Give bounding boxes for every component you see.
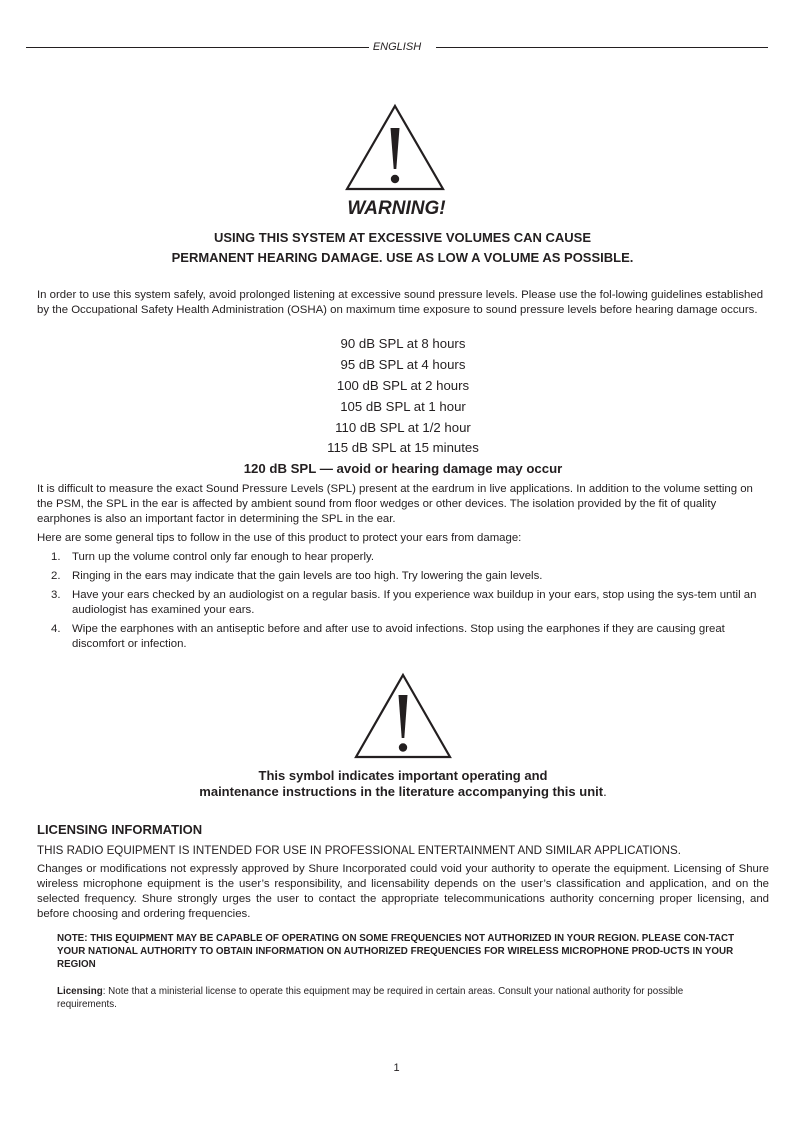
warning-triangle-icon bbox=[344, 103, 446, 192]
warning-headline-1: USING THIS SYSTEM AT EXCESSIVE VOLUMES CAN CAUSE bbox=[213, 230, 592, 245]
symbol-note-line-2: maintenance instructions in the literature accompanying this unit. bbox=[199, 784, 607, 799]
license-note: Licensing: Note that a ministerial license to operate this equipment may be required in certain areas. Consult your national authority for possible requirements. bbox=[57, 986, 684, 1010]
intro-paragraph: In order to use this system safely, avoid prolonged listening at excessive sound pressure levels. Please use the fol-lowing guidelines established by the Occupational Safety Health Administration (OSHA) on maximum time exposure to sound pressure levels before hearing damage occurs. bbox=[37, 289, 764, 316]
spl-level-item: 105 dB SPL at 1 hour bbox=[340, 399, 466, 414]
warning-headline-2: PERMANENT HEARING DAMAGE. USE AS LOW A VOLUME AS POSSIBLE. bbox=[171, 250, 634, 265]
list-item: 4. Wipe the earphones with an antiseptic before and after use to avoid infections. Stop using the earphones if they are causing great discomfort or infection. bbox=[51, 623, 725, 650]
tips-intro: Here are some general tips to follow in the use of this product to protect your ears from damage: bbox=[37, 532, 522, 544]
frequency-note: NOTE: THIS EQUIPMENT MAY BE CAPABLE OF OPERATING ON SOME FREQUENCIES NOT AUTHORIZED IN YOUR REGION. PLEASE CON-TACT YOUR NATIONAL AUTHORITY TO OBTAIN INFORMATION ON AUTHORIZED FREQUENCIES FOR WIRELESS MICROPHONE PROD-UCTS IN YOUR REGION bbox=[57, 933, 735, 970]
spl-level-item: 95 dB SPL at 4 hours bbox=[340, 357, 466, 372]
page-number: 1 bbox=[393, 1062, 400, 1074]
header-language: ENGLISH bbox=[26, 40, 768, 54]
measure-paragraph: It is difficult to measure the exact Sound Pressure Levels (SPL) present at the eardrum in live applications. In addition to the volume setting on the PSM, the SPL in the ear is affected by ambient sound from floor wedges or other devices. The isolation provided by the fit of quality earphones is also an important factor in determining the SPL in the ear. bbox=[37, 483, 753, 525]
spl-critical: 120 dB SPL — avoid or hearing damage may occur bbox=[243, 461, 563, 476]
list-item: 2. Ringing in the ears may indicate that the gain levels are too high. Try lowering the gain levels. bbox=[51, 570, 543, 582]
spl-level-item: 115 dB SPL at 15 minutes bbox=[327, 440, 479, 455]
spl-level-item: 110 dB SPL at 1/2 hour bbox=[335, 420, 471, 435]
spl-level-item: 90 dB SPL at 8 hours bbox=[340, 336, 466, 351]
warning-title: WARNING! bbox=[347, 198, 446, 219]
licensing-title: LICENSING INFORMATION bbox=[37, 822, 203, 837]
page-header bbox=[26, 40, 768, 54]
tips-list bbox=[37, 550, 767, 652]
symbol-note-line-1: This symbol indicates important operating and bbox=[258, 768, 548, 783]
spl-level-item: 100 dB SPL at 2 hours bbox=[336, 378, 470, 393]
changes-paragraph: Changes or modifications not expressly approved by Shure Incorporated could void your authority to operate the equipment. Licensing of Shure wireless microphone equipment is the user’s responsibility, and licensability depends on the user’s classification and application, and on the selected frequency. Shure strongly urges the user to contact the appropriate telecommunications authority concerning proper licensing, and before choosing and ordering frequencies. bbox=[37, 863, 769, 920]
list-item: 3. Have your ears checked by an audiologist on a regular basis. If you experience wax buildup in your ears, stop using the sys-tem until an audiologist has examined your ears. bbox=[51, 589, 757, 616]
intended-use-text: THIS RADIO EQUIPMENT IS INTENDED FOR USE IN PROFESSIONAL ENTERTAINMENT AND SIMILAR APPLICATIONS. bbox=[37, 844, 681, 857]
caution-triangle-icon bbox=[353, 672, 453, 760]
list-item: 1. Turn up the volume control only far enough to hear properly. bbox=[51, 551, 375, 563]
